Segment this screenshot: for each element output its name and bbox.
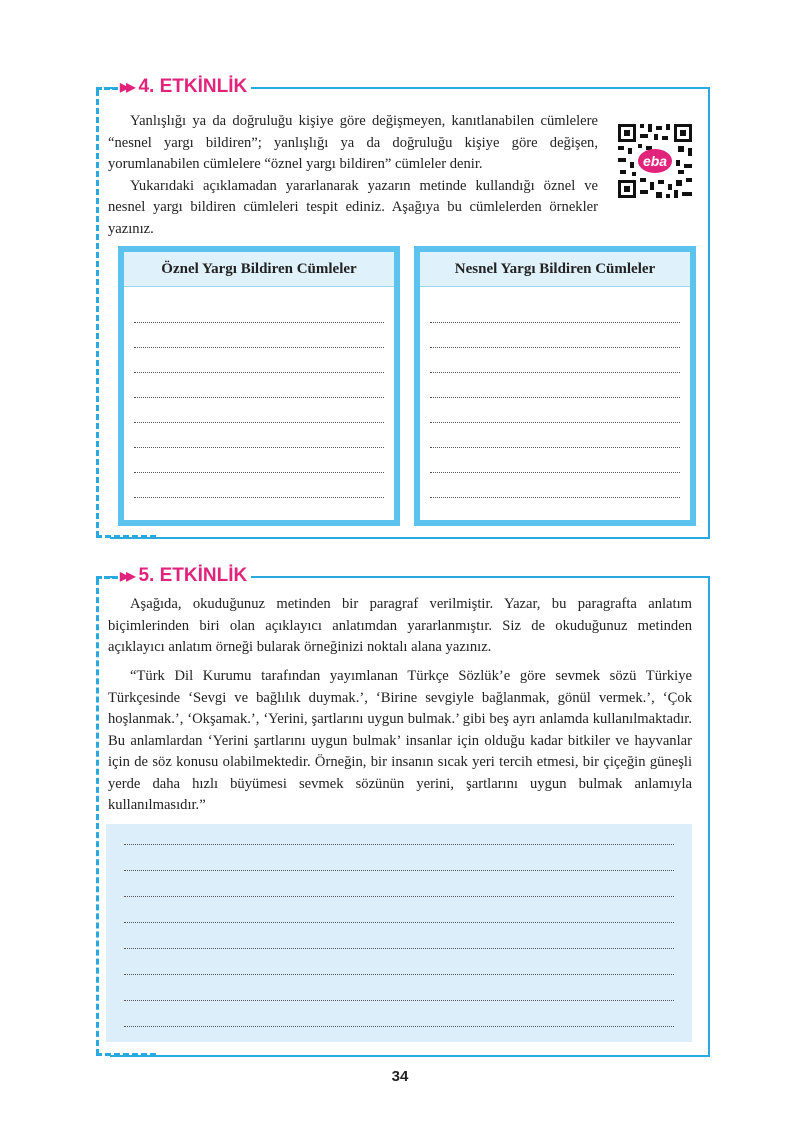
- activity-5-dashed-bottom: [96, 1053, 156, 1056]
- answer-line[interactable]: [124, 844, 674, 845]
- answer-line[interactable]: [134, 322, 384, 323]
- activity-5-title: 5. ETKİNLİK: [138, 565, 248, 586]
- answer-line[interactable]: [134, 372, 384, 373]
- double-arrow-icon: ▶▶: [120, 80, 133, 94]
- subjective-table-header: Öznel Yargı Bildiren Cümleler: [124, 252, 394, 287]
- answer-line[interactable]: [430, 447, 680, 448]
- activity-5-instruction-wrap: [108, 594, 692, 659]
- objective-table-header: Nesnel Yargı Bildiren Cümleler: [420, 252, 690, 287]
- answer-line[interactable]: [430, 322, 680, 323]
- answer-line[interactable]: [134, 447, 384, 448]
- activity-5-answer-area[interactable]: [106, 824, 692, 1042]
- answer-line[interactable]: [134, 422, 384, 423]
- activity-5-quote: “Türk Dil Kurumu tarafından yayımlanan Türkçe Sözlük’e göre sevmek sözü Türkiye Türkçesinde ‘Sevgi ve bağlılık duymak.’, ‘Birine sevgiyle bağlanmak, gönül vermek.’, ‘Çok hoşlanmak.’, ‘Okşamak.’, ‘Yerini, şartlarını uygun bulmak.’ gibi beş ayrı anlamda kullanılmaktadır. Bu anlamlardan ‘Yerini şartlarını uygun bulmak’ insanlar için olduğu kadar bitkiler ve hayvanlar için de söz konusu olabilmektedir. Örneğin, bir insanın sıcak yeri tercih etmesi, bir çiçeğin güneşli yerde daha hızlı büyümesi sevmek sözünün yerini, şartlarını uygun bulmak anlamıyla kullanılmasıdır.”: [108, 668, 692, 813]
- qr-code-icon[interactable]: [616, 122, 694, 200]
- activity-4-text: [108, 111, 598, 240]
- answer-line[interactable]: [430, 372, 680, 373]
- answer-line[interactable]: [124, 948, 674, 949]
- answer-line[interactable]: [124, 1000, 674, 1001]
- activity-5-instruction: Aşağıda, okuduğunuz metinden bir paragraf verilmiştir. Yazar, bu paragrafta anlatım biçimlerinden biri olan açıklayıcı anlatımdan yararlanmıştır. Siz de okuduğunuz metinden açıklayıcı anlatım örneği bularak örneğinizi noktalı alana yazınız.: [108, 596, 692, 655]
- answer-line[interactable]: [124, 922, 674, 923]
- activity-5-dashed-left: [96, 579, 99, 1055]
- activity-5-title-wrap: [118, 565, 251, 587]
- answer-line[interactable]: [430, 497, 680, 498]
- activity-5-quote-wrap: [108, 666, 692, 817]
- answer-line[interactable]: [134, 497, 384, 498]
- activity-5-dashed-top: [96, 576, 118, 579]
- answer-line[interactable]: [430, 422, 680, 423]
- subjective-sentences-table: [118, 246, 400, 526]
- answer-line[interactable]: [124, 974, 674, 975]
- page-number: 34: [391, 1068, 409, 1085]
- activity-4-title-wrap: [118, 76, 251, 98]
- answer-line[interactable]: [134, 397, 384, 398]
- answer-line[interactable]: [134, 472, 384, 473]
- answer-line[interactable]: [124, 870, 674, 871]
- answer-line[interactable]: [134, 347, 384, 348]
- answer-line[interactable]: [430, 472, 680, 473]
- activity-4-dashed-bottom: [96, 535, 156, 538]
- objective-sentences-table: [414, 246, 696, 526]
- activity-4-paragraph-1: Yanlışlığı ya da doğruluğu kişiye göre değişmeyen, kanıtlanabilen cümlelere “nesnel yargı bildiren”; yanlışlığı ya da doğruluğu kişiye göre değişen, yorumlanabilen cümlelere “öznel yargı bildiren” cümleler denir.: [108, 113, 598, 172]
- qr-badge-text: eba: [642, 153, 668, 169]
- activity-4-title: 4. ETKİNLİK: [138, 76, 248, 97]
- double-arrow-icon: ▶▶: [120, 569, 133, 583]
- answer-line[interactable]: [124, 896, 674, 897]
- answer-line[interactable]: [124, 1026, 674, 1027]
- answer-line[interactable]: [430, 397, 680, 398]
- activity-4-dashed-left: [96, 90, 99, 537]
- answer-line[interactable]: [430, 347, 680, 348]
- activity-4-paragraph-2: Yukarıdaki açıklamadan yararlanarak yazarın metinde kullandığı öznel ve nesnel yargı bildiren cümleleri tespit ediniz. Aşağıya bu cümlelerden örnekler yazınız.: [108, 177, 598, 237]
- activity-4-dashed-top: [96, 87, 118, 90]
